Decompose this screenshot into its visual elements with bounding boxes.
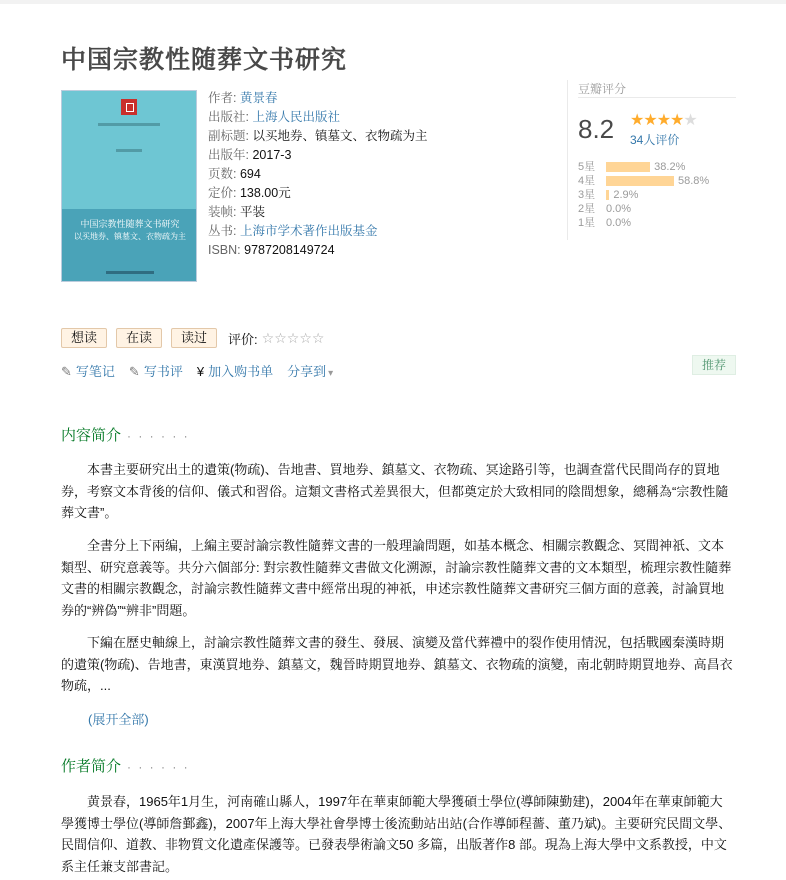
rate-label: 评价: — [228, 331, 258, 347]
rating-bar — [606, 176, 674, 186]
rating-bar-row — [578, 202, 709, 216]
expand-all-link[interactable]: (展开全部) — [88, 712, 149, 727]
top-bar — [0, 0, 786, 4]
info-series: 丛书: 上海市学术著作出版基金 — [208, 224, 378, 238]
rating-bar-row — [578, 188, 709, 202]
info-pages: 页数: 694 — [208, 167, 261, 181]
star-icon: ★ — [630, 112, 644, 129]
reading-actions — [61, 328, 324, 348]
cover-subtitle: 以买地券、镇墓文、衣物疏为主 — [74, 232, 186, 241]
info-isbn: ISBN: 9787208149724 — [208, 243, 335, 257]
star-icon: ★ — [683, 112, 697, 129]
rating-bar — [606, 162, 650, 172]
rating-bar-percent: 2.9% — [613, 189, 639, 201]
rating-bar-percent: 38.2% — [654, 161, 686, 173]
star-icon: ★ — [643, 112, 657, 129]
cover-publisher — [106, 271, 154, 274]
write-note-link[interactable]: ✎ 写笔记 — [61, 364, 115, 379]
rating-bar-row — [578, 174, 709, 188]
author-intro-heading: 作者简介 · · · · · · — [61, 758, 190, 775]
rating-bar-row — [578, 160, 709, 174]
tool-links — [61, 361, 347, 380]
rating-bar-label: 5星 — [578, 161, 596, 173]
rating-distribution — [578, 160, 709, 230]
author-link[interactable]: 黄景春 — [239, 91, 278, 105]
info-subtitle: 副标题: 以买地券、镇墓文、衣物疏为主 — [208, 129, 428, 143]
rating-stars — [630, 110, 697, 130]
have-read-button[interactable]: 读过 — [171, 328, 217, 348]
info-price: 定价: 138.00元 — [208, 186, 291, 200]
page-title: 中国宗教性随葬文书研究 — [61, 46, 348, 74]
chevron-down-icon: ▾ — [328, 368, 334, 379]
series-link[interactable]: 上海市学术著作出版基金 — [239, 224, 378, 238]
rating-bar-percent: 58.8% — [678, 175, 710, 187]
content-intro-heading: 内容简介 · · · · · · — [61, 427, 190, 444]
write-review-link[interactable]: ✎ 写书评 — [128, 364, 183, 379]
pen-icon: ✎ — [128, 364, 140, 379]
star-icon: ★ — [670, 112, 684, 129]
add-to-cart-link[interactable]: ¥ 加入购书单 — [196, 364, 274, 379]
rating-bar-percent: 0.0% — [606, 203, 632, 215]
publisher-link[interactable]: 上海人民出版社 — [252, 110, 340, 124]
rating-panel — [567, 80, 737, 240]
rating-bar-label: 1星 — [578, 217, 596, 229]
rating-bar-label: 4星 — [578, 175, 596, 187]
rating-bar-row — [578, 216, 709, 230]
info-binding: 装帧: 平装 — [208, 205, 265, 219]
star-icon: ★ — [656, 112, 671, 129]
content-intro-paragraph-3: 下編在歷史軸線上，討論宗教性隨葬文書的發生、發展、演變及當代葬禮中的裂作使用情況，包括戰國秦漢時期的遺策(物疏)、告地書，東漢買地券、鎮墓文，魏晉時期買地券、鎮墓文、衣物疏的演變，南北朝時期買地券、高昌衣物疏，... — [61, 635, 733, 693]
share-dropdown[interactable]: 分享到 ▾ — [287, 364, 334, 379]
reading-button[interactable]: 在读 — [116, 328, 162, 348]
author-intro-paragraph: 黄景春，1965年1月生，河南確山縣人，1997年在華東師範大學獲碩士學位(導師陳勤建)，2004年在華東師範大學獲博士學位(導師詹鄞鑫)，2007年上海大學社會學博士後流動站出站(合作導師程薔、董乃斌)。主要研究民間文學、民間信仰、道教、非物質文化遺產保護等。已發表學術論文50 多篇，出版著作8 部。現為上海大學中文系教授，中文系主任兼支部書記。 — [61, 794, 732, 874]
content-intro-paragraph-2: 全書分上下兩编，上編主要討論宗教性隨葬文書的一般理論問題，如基本概念、相關宗教觀念、冥間神祇、文本類型、研究意義等。共分六個部分: 對宗教性隨葬文書做文化溯源，討論宗教性隨葬文書的文本類型，梳理宗教性隨葬文書的相關宗教觀念，討論宗教性隨葬文書中經常出現的神祇，申述宗教性隨葬文書研究三個方面的意義，討論買地券的“辨偽”“辨非”問題。 — [61, 538, 732, 618]
want-to-read-button[interactable]: 想读 — [61, 328, 107, 348]
yen-icon: ¥ — [196, 364, 205, 379]
content-intro-paragraph-1: 本書主要研究出土的遺策(物疏)、告地書、買地券、鎮墓文、衣物疏、冥途路引等，也調查當代民間尚存的買地券，考察文本背後的信仰、儀式和習俗。這類文書格式差異很大，但都奠定於大致相同的陰間想象，總稱為“宗教性隨葬文書”。 — [61, 462, 729, 520]
cover-author-text — [116, 149, 142, 152]
recommend-button[interactable]: 推荐 — [692, 355, 736, 375]
info-author: 作者: 黄景春 — [208, 91, 278, 105]
rating-bar-label: 3星 — [578, 189, 596, 201]
cover-title: 中国宗教性随葬文书研究 — [80, 220, 180, 230]
book-cover[interactable] — [61, 90, 197, 282]
rating-header: 豆瓣评分 — [578, 80, 736, 98]
rating-count-link[interactable]: 34人评价 — [630, 133, 680, 147]
pen-icon: ✎ — [61, 364, 72, 379]
publisher-seal-icon — [121, 99, 137, 115]
rating-score: 8.2 — [578, 114, 615, 144]
info-year: 出版年: 2017-3 — [208, 148, 292, 162]
rating-bar-percent: 0.0% — [606, 217, 632, 229]
cover-series-text — [98, 123, 160, 126]
info-publisher: 出版社: 上海人民出版社 — [208, 110, 340, 124]
rating-bar — [606, 190, 609, 200]
rate-stars-input[interactable]: ☆☆☆☆☆ — [261, 329, 325, 346]
book-info — [208, 89, 548, 260]
rating-bar-label: 2星 — [578, 203, 596, 215]
